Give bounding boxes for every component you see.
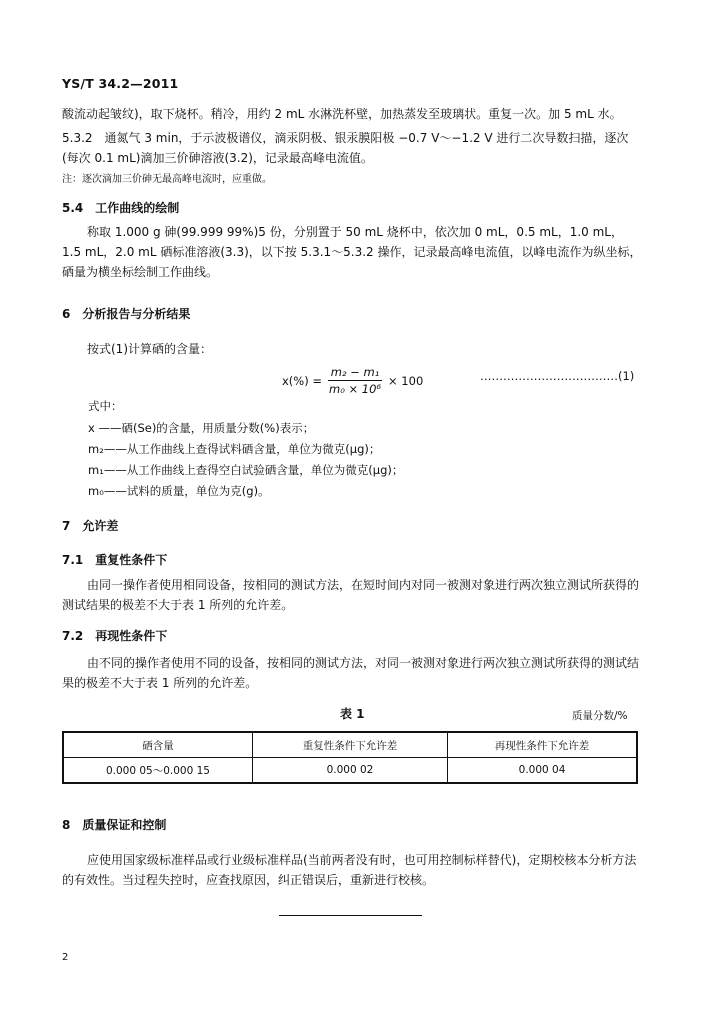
table-header-cell: 重复性条件下允许差 [252, 732, 447, 758]
table-cell: 0.000 02 [252, 758, 447, 784]
variable-m0-definition: m₀——试料的质量，单位为克(g)。 [88, 484, 270, 498]
variable-x-definition: x ——硒(Se)的含量，用质量分数(%)表示； [88, 421, 315, 435]
formula-denominator: m₀ × 10⁶ [329, 382, 382, 396]
table-cell: 0.000 05～0.000 15 [63, 758, 252, 784]
end-rule [279, 915, 422, 916]
section-6-title: 6 分析报告与分析结果 [62, 307, 191, 321]
paragraph-5-4: 称取 1.000 g 砷(99.999 99%)5 份，分别置于 50 mL 烧杯中，依次加 0 mL，0.5 mL，1.0 mL，1.5 mL，2.0 mL 硒标准溶液(3.3)，以下按 5.3.1～5.3.2 操作，记录最高峰电流值，以峰电流作为纵坐标，硒量为横坐标绘制工作曲线。 [62, 225, 642, 279]
table-header-cell: 硒含量 [63, 732, 252, 758]
note-5-3-2: 注：逐次滴加三价砷无最高峰电流时，应重做。 [62, 174, 272, 185]
paragraph-continuation: 酸流动起皱纹)，取下烧杯。稍冷，用约 2 mL 水淋洗杯壁，加热蒸发至玻璃状。重复一次。加 5 mL 水。 [62, 107, 622, 121]
standard-number-header: YS/T 34.2—2011 [62, 76, 179, 91]
paragraph-6: 按式(1)计算硒的含量： [87, 342, 212, 356]
table-header-cell: 再现性条件下允许差 [448, 732, 637, 758]
formula-1 [282, 365, 423, 396]
paragraph-8: 应使用国家级标准样品或行业级标准样品(当前两者没有时，也可用控制标样替代)，定期校核本分析方法的有效性。当过程失控时，应查找原因，纠正错误后，重新进行校核。 [62, 853, 637, 887]
table-1 [62, 731, 638, 784]
table-row [63, 758, 637, 784]
table-cell: 0.000 04 [448, 758, 637, 784]
formula-lhs: x(%) = [282, 373, 322, 388]
page-number: 2 [62, 952, 69, 963]
section-5-4-title: 5.4 工作曲线的绘制 [62, 201, 180, 215]
paragraph-7-1: 由同一操作者使用相同设备，按相同的测试方法，在短时间内对同一被测对象进行两次独立测试所获得的测试结果的极差不大于表 1 所列的允许差。 [62, 578, 640, 612]
equation-number: ………………………………(1) [480, 369, 635, 383]
table-1-unit: 质量分数/% [572, 710, 628, 722]
section-7-1-title: 7.1 重复性条件下 [62, 553, 168, 567]
paragraph-7-2: 由不同的操作者使用不同的设备，按相同的测试方法，对同一被测对象进行两次独立测试所获得的测试结果的极差不大于表 1 所列的允许差。 [62, 656, 640, 690]
table-1-caption: 表 1 [340, 707, 365, 721]
section-7-2-title: 7.2 再现性条件下 [62, 629, 168, 643]
where-label: 式中： [88, 399, 123, 413]
section-8-title: 8 质量保证和控制 [62, 818, 167, 832]
variable-m2-definition: m₂——从工作曲线上查得试料硒含量，单位为微克(μg)； [88, 442, 381, 456]
formula-rhs: × 100 [388, 373, 424, 388]
formula-numerator: m₂ − m₁ [328, 365, 383, 381]
formula-fraction [326, 365, 384, 396]
section-7-title: 7 允许差 [62, 519, 119, 533]
paragraph-5-3-2: 5.3.2 通氮气 3 min，于示波极谱仪，滴汞阴极、银汞膜阳极 −0.7 V～−1.2 V 进行二次导数扫描，逐次(每次 0.1 mL)滴加三价砷溶液(3.2)，记录最高峰电流值。 [62, 131, 629, 165]
table-header-row [63, 732, 637, 758]
variable-m1-definition: m₁——从工作曲线上查得空白试验硒含量，单位为微克(μg)； [88, 463, 404, 477]
